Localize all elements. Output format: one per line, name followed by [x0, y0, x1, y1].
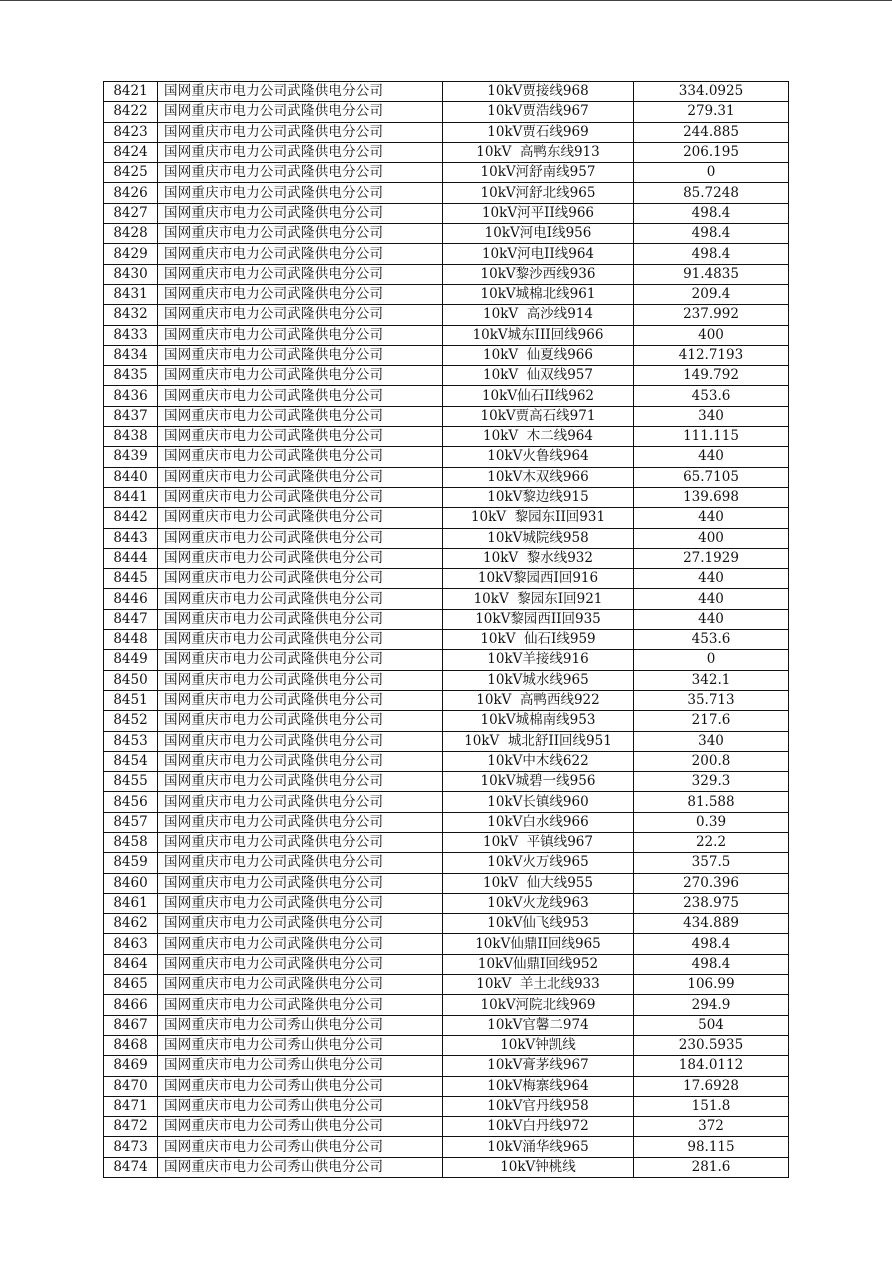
line-name-cell: 10kV 黎水线932: [443, 548, 634, 568]
line-name-cell: 10kV 仙夏线966: [443, 345, 634, 365]
row-number-cell: 8463: [104, 934, 158, 954]
value-cell: 453.6: [634, 630, 789, 650]
value-cell: 281.6: [634, 1157, 789, 1177]
line-name-cell: 10kV膏茅线967: [443, 1056, 634, 1076]
row-number-cell: 8440: [104, 467, 158, 487]
data-table: [103, 81, 789, 1178]
company-name-cell: 国网重庆市电力公司武隆供电分公司: [158, 203, 443, 223]
company-name-cell: 国网重庆市电力公司武隆供电分公司: [158, 873, 443, 893]
line-name-cell: 10kV羊接线916: [443, 650, 634, 670]
line-name-cell: 10kV河电I线956: [443, 224, 634, 244]
row-number-cell: 8430: [104, 264, 158, 284]
company-name-cell: 国网重庆市电力公司武隆供电分公司: [158, 914, 443, 934]
row-number-cell: 8448: [104, 630, 158, 650]
row-number-cell: 8433: [104, 325, 158, 345]
table-row: [104, 792, 789, 812]
line-name-cell: 10kV黎园西II回935: [443, 609, 634, 629]
company-name-cell: 国网重庆市电力公司秀山供电分公司: [158, 1157, 443, 1177]
value-cell: 279.31: [634, 102, 789, 122]
table-row: [104, 650, 789, 670]
line-name-cell: 10kV城院线958: [443, 528, 634, 548]
value-cell: 0: [634, 650, 789, 670]
line-name-cell: 10kV仙鼎II回线965: [443, 934, 634, 954]
line-name-cell: 10kV河舒北线965: [443, 183, 634, 203]
value-cell: 200.8: [634, 751, 789, 771]
value-cell: 340: [634, 406, 789, 426]
company-name-cell: 国网重庆市电力公司武隆供电分公司: [158, 183, 443, 203]
table-row: [104, 305, 789, 325]
company-name-cell: 国网重庆市电力公司武隆供电分公司: [158, 893, 443, 913]
row-number-cell: 8447: [104, 609, 158, 629]
value-cell: 139.698: [634, 487, 789, 507]
line-name-cell: 10kV火万线965: [443, 853, 634, 873]
company-name-cell: 国网重庆市电力公司武隆供电分公司: [158, 487, 443, 507]
company-name-cell: 国网重庆市电力公司武隆供电分公司: [158, 102, 443, 122]
table-row: [104, 873, 789, 893]
table-row: [104, 954, 789, 974]
line-name-cell: 10kV城棉南线953: [443, 711, 634, 731]
company-name-cell: 国网重庆市电力公司秀山供电分公司: [158, 1096, 443, 1116]
line-name-cell: 10kV火鲁线964: [443, 447, 634, 467]
row-number-cell: 8455: [104, 772, 158, 792]
value-cell: 498.4: [634, 244, 789, 264]
value-cell: 440: [634, 508, 789, 528]
line-name-cell: 10kV白丹线972: [443, 1117, 634, 1137]
row-number-cell: 8466: [104, 995, 158, 1015]
company-name-cell: 国网重庆市电力公司武隆供电分公司: [158, 528, 443, 548]
value-cell: 270.396: [634, 873, 789, 893]
line-name-cell: 10kV白水线966: [443, 812, 634, 832]
table-row: [104, 264, 789, 284]
row-number-cell: 8469: [104, 1056, 158, 1076]
company-name-cell: 国网重庆市电力公司武隆供电分公司: [158, 548, 443, 568]
line-name-cell: 10kV长镇线960: [443, 792, 634, 812]
company-name-cell: 国网重庆市电力公司武隆供电分公司: [158, 995, 443, 1015]
table-row: [104, 1035, 789, 1055]
value-cell: 453.6: [634, 386, 789, 406]
row-number-cell: 8453: [104, 731, 158, 751]
company-name-cell: 国网重庆市电力公司武隆供电分公司: [158, 508, 443, 528]
table-row: [104, 609, 789, 629]
line-name-cell: 10kV 高鸭西线922: [443, 690, 634, 710]
company-name-cell: 国网重庆市电力公司武隆供电分公司: [158, 386, 443, 406]
table-row: [104, 528, 789, 548]
value-cell: 340: [634, 731, 789, 751]
company-name-cell: 国网重庆市电力公司武隆供电分公司: [158, 792, 443, 812]
value-cell: 498.4: [634, 224, 789, 244]
line-name-cell: 10kV 仙双线957: [443, 366, 634, 386]
line-name-cell: 10kV仙飞线953: [443, 914, 634, 934]
row-number-cell: 8432: [104, 305, 158, 325]
line-name-cell: 10kV火龙线963: [443, 893, 634, 913]
value-cell: 334.0925: [634, 82, 789, 102]
row-number-cell: 8423: [104, 122, 158, 142]
row-number-cell: 8434: [104, 345, 158, 365]
table-row: [104, 670, 789, 690]
table-row: [104, 142, 789, 162]
line-name-cell: 10kV官馨二974: [443, 1015, 634, 1035]
company-name-cell: 国网重庆市电力公司武隆供电分公司: [158, 82, 443, 102]
value-cell: 91.4835: [634, 264, 789, 284]
row-number-cell: 8460: [104, 873, 158, 893]
table-row: [104, 122, 789, 142]
table-row: [104, 508, 789, 528]
table-row: [104, 914, 789, 934]
line-name-cell: 10kV 仙石I线959: [443, 630, 634, 650]
row-number-cell: 8425: [104, 163, 158, 183]
row-number-cell: 8457: [104, 812, 158, 832]
value-cell: 440: [634, 589, 789, 609]
table-row: [104, 386, 789, 406]
table-row: [104, 224, 789, 244]
line-name-cell: 10kV贾接线968: [443, 82, 634, 102]
value-cell: 230.5935: [634, 1035, 789, 1055]
line-name-cell: 10kV仙鼎I回线952: [443, 954, 634, 974]
company-name-cell: 国网重庆市电力公司武隆供电分公司: [158, 630, 443, 650]
table-row: [104, 853, 789, 873]
line-name-cell: 10kV河舒南线957: [443, 163, 634, 183]
table-row: [104, 1137, 789, 1157]
row-number-cell: 8446: [104, 589, 158, 609]
value-cell: 498.4: [634, 934, 789, 954]
company-name-cell: 国网重庆市电力公司武隆供电分公司: [158, 569, 443, 589]
value-cell: 329.3: [634, 772, 789, 792]
value-cell: 372: [634, 1117, 789, 1137]
line-name-cell: 10kV木双线966: [443, 467, 634, 487]
row-number-cell: 8421: [104, 82, 158, 102]
row-number-cell: 8441: [104, 487, 158, 507]
table-row: [104, 487, 789, 507]
row-number-cell: 8436: [104, 386, 158, 406]
table-row: [104, 1056, 789, 1076]
value-cell: 151.8: [634, 1096, 789, 1116]
line-name-cell: 10kV 平镇线967: [443, 832, 634, 852]
table-row: [104, 325, 789, 345]
row-number-cell: 8465: [104, 975, 158, 995]
table-row: [104, 82, 789, 102]
line-name-cell: 10kV 仙大线955: [443, 873, 634, 893]
value-cell: 184.0112: [634, 1056, 789, 1076]
company-name-cell: 国网重庆市电力公司武隆供电分公司: [158, 853, 443, 873]
value-cell: 237.992: [634, 305, 789, 325]
value-cell: 111.115: [634, 427, 789, 447]
row-number-cell: 8427: [104, 203, 158, 223]
value-cell: 0: [634, 163, 789, 183]
row-number-cell: 8444: [104, 548, 158, 568]
table-row: [104, 589, 789, 609]
value-cell: 238.975: [634, 893, 789, 913]
company-name-cell: 国网重庆市电力公司武隆供电分公司: [158, 325, 443, 345]
value-cell: 27.1929: [634, 548, 789, 568]
line-name-cell: 10kV钟桃线: [443, 1157, 634, 1177]
value-cell: 17.6928: [634, 1076, 789, 1096]
row-number-cell: 8435: [104, 366, 158, 386]
value-cell: 400: [634, 325, 789, 345]
company-name-cell: 国网重庆市电力公司武隆供电分公司: [158, 690, 443, 710]
line-name-cell: 10kV 黎园东I回921: [443, 589, 634, 609]
row-number-cell: 8459: [104, 853, 158, 873]
row-number-cell: 8464: [104, 954, 158, 974]
table-row: [104, 163, 789, 183]
company-name-cell: 国网重庆市电力公司武隆供电分公司: [158, 975, 443, 995]
row-number-cell: 8429: [104, 244, 158, 264]
row-number-cell: 8445: [104, 569, 158, 589]
table-row: [104, 1076, 789, 1096]
table-row: [104, 893, 789, 913]
table-row: [104, 975, 789, 995]
value-cell: 412.7193: [634, 345, 789, 365]
row-number-cell: 8462: [104, 914, 158, 934]
table-row: [104, 1015, 789, 1035]
line-name-cell: 10kV河院北线969: [443, 995, 634, 1015]
table-row: [104, 569, 789, 589]
line-name-cell: 10kV黎沙西线936: [443, 264, 634, 284]
line-name-cell: 10kV梅寨线964: [443, 1076, 634, 1096]
value-cell: 106.99: [634, 975, 789, 995]
table-row: [104, 447, 789, 467]
line-name-cell: 10kV贾高石线971: [443, 406, 634, 426]
line-name-cell: 10kV仙石II线962: [443, 386, 634, 406]
company-name-cell: 国网重庆市电力公司武隆供电分公司: [158, 305, 443, 325]
table-row: [104, 630, 789, 650]
company-name-cell: 国网重庆市电力公司武隆供电分公司: [158, 934, 443, 954]
value-cell: 357.5: [634, 853, 789, 873]
table-row: [104, 366, 789, 386]
value-cell: 0.39: [634, 812, 789, 832]
row-number-cell: 8438: [104, 427, 158, 447]
line-name-cell: 10kV城棉北线961: [443, 284, 634, 304]
value-cell: 504: [634, 1015, 789, 1035]
value-cell: 217.6: [634, 711, 789, 731]
table-row: [104, 183, 789, 203]
table-row: [104, 467, 789, 487]
row-number-cell: 8454: [104, 751, 158, 771]
company-name-cell: 国网重庆市电力公司秀山供电分公司: [158, 1137, 443, 1157]
value-cell: 209.4: [634, 284, 789, 304]
table-row: [104, 934, 789, 954]
table-row: [104, 812, 789, 832]
value-cell: 22.2: [634, 832, 789, 852]
table-row: [104, 203, 789, 223]
company-name-cell: 国网重庆市电力公司武隆供电分公司: [158, 406, 443, 426]
line-name-cell: 10kV钟凯线: [443, 1035, 634, 1055]
row-number-cell: 8422: [104, 102, 158, 122]
line-name-cell: 10kV 高沙线914: [443, 305, 634, 325]
value-cell: 35.713: [634, 690, 789, 710]
company-name-cell: 国网重庆市电力公司武隆供电分公司: [158, 447, 443, 467]
row-number-cell: 8442: [104, 508, 158, 528]
row-number-cell: 8452: [104, 711, 158, 731]
company-name-cell: 国网重庆市电力公司武隆供电分公司: [158, 812, 443, 832]
company-name-cell: 国网重庆市电力公司武隆供电分公司: [158, 609, 443, 629]
value-cell: 294.9: [634, 995, 789, 1015]
table-row: [104, 731, 789, 751]
value-cell: 440: [634, 569, 789, 589]
table-row: [104, 102, 789, 122]
row-number-cell: 8443: [104, 528, 158, 548]
table-row: [104, 690, 789, 710]
row-number-cell: 8472: [104, 1117, 158, 1137]
page-top-rule: [0, 0, 892, 1]
value-cell: 149.792: [634, 366, 789, 386]
row-number-cell: 8449: [104, 650, 158, 670]
line-name-cell: 10kV中木线622: [443, 751, 634, 771]
value-cell: 434.889: [634, 914, 789, 934]
value-cell: 206.195: [634, 142, 789, 162]
row-number-cell: 8437: [104, 406, 158, 426]
company-name-cell: 国网重庆市电力公司武隆供电分公司: [158, 264, 443, 284]
value-cell: 98.115: [634, 1137, 789, 1157]
row-number-cell: 8431: [104, 284, 158, 304]
company-name-cell: 国网重庆市电力公司武隆供电分公司: [158, 224, 443, 244]
company-name-cell: 国网重庆市电力公司武隆供电分公司: [158, 345, 443, 365]
row-number-cell: 8467: [104, 1015, 158, 1035]
company-name-cell: 国网重庆市电力公司武隆供电分公司: [158, 751, 443, 771]
table-row: [104, 406, 789, 426]
row-number-cell: 8458: [104, 832, 158, 852]
company-name-cell: 国网重庆市电力公司秀山供电分公司: [158, 1076, 443, 1096]
line-name-cell: 10kV 城北舒II回线951: [443, 731, 634, 751]
table-row: [104, 345, 789, 365]
company-name-cell: 国网重庆市电力公司武隆供电分公司: [158, 142, 443, 162]
line-name-cell: 10kV河电II线964: [443, 244, 634, 264]
line-name-cell: 10kV 高鸭东线913: [443, 142, 634, 162]
table-row: [104, 1117, 789, 1137]
company-name-cell: 国网重庆市电力公司武隆供电分公司: [158, 772, 443, 792]
company-name-cell: 国网重庆市电力公司武隆供电分公司: [158, 954, 443, 974]
company-name-cell: 国网重庆市电力公司武隆供电分公司: [158, 670, 443, 690]
line-name-cell: 10kV河平II线966: [443, 203, 634, 223]
company-name-cell: 国网重庆市电力公司武隆供电分公司: [158, 284, 443, 304]
line-name-cell: 10kV贾石线969: [443, 122, 634, 142]
company-name-cell: 国网重庆市电力公司秀山供电分公司: [158, 1056, 443, 1076]
company-name-cell: 国网重庆市电力公司武隆供电分公司: [158, 163, 443, 183]
row-number-cell: 8451: [104, 690, 158, 710]
value-cell: 81.588: [634, 792, 789, 812]
table-body: [104, 82, 789, 1178]
company-name-cell: 国网重庆市电力公司秀山供电分公司: [158, 1015, 443, 1035]
line-name-cell: 10kV涌华线965: [443, 1137, 634, 1157]
row-number-cell: 8474: [104, 1157, 158, 1177]
table-row: [104, 711, 789, 731]
line-name-cell: 10kV城碧一线956: [443, 772, 634, 792]
row-number-cell: 8424: [104, 142, 158, 162]
company-name-cell: 国网重庆市电力公司武隆供电分公司: [158, 650, 443, 670]
row-number-cell: 8428: [104, 224, 158, 244]
row-number-cell: 8426: [104, 183, 158, 203]
company-name-cell: 国网重庆市电力公司武隆供电分公司: [158, 589, 443, 609]
company-name-cell: 国网重庆市电力公司秀山供电分公司: [158, 1117, 443, 1137]
row-number-cell: 8461: [104, 893, 158, 913]
value-cell: 244.885: [634, 122, 789, 142]
row-number-cell: 8439: [104, 447, 158, 467]
table-row: [104, 995, 789, 1015]
row-number-cell: 8473: [104, 1137, 158, 1157]
table-row: [104, 284, 789, 304]
line-name-cell: 10kV 黎园东II回931: [443, 508, 634, 528]
table-row: [104, 772, 789, 792]
line-name-cell: 10kV城东III回线966: [443, 325, 634, 345]
company-name-cell: 国网重庆市电力公司武隆供电分公司: [158, 711, 443, 731]
line-name-cell: 10kV黎边线915: [443, 487, 634, 507]
line-name-cell: 10kV官丹线958: [443, 1096, 634, 1116]
line-name-cell: 10kV 羊土北线933: [443, 975, 634, 995]
company-name-cell: 国网重庆市电力公司武隆供电分公司: [158, 427, 443, 447]
company-name-cell: 国网重庆市电力公司武隆供电分公司: [158, 244, 443, 264]
row-number-cell: 8470: [104, 1076, 158, 1096]
company-name-cell: 国网重庆市电力公司秀山供电分公司: [158, 1035, 443, 1055]
value-cell: 498.4: [634, 203, 789, 223]
line-name-cell: 10kV黎园西I回916: [443, 569, 634, 589]
row-number-cell: 8456: [104, 792, 158, 812]
table-row: [104, 244, 789, 264]
table-row: [104, 548, 789, 568]
company-name-cell: 国网重庆市电力公司武隆供电分公司: [158, 467, 443, 487]
value-cell: 498.4: [634, 954, 789, 974]
company-name-cell: 国网重庆市电力公司武隆供电分公司: [158, 832, 443, 852]
table-row: [104, 427, 789, 447]
table-row: [104, 1157, 789, 1177]
company-name-cell: 国网重庆市电力公司武隆供电分公司: [158, 366, 443, 386]
value-cell: 400: [634, 528, 789, 548]
value-cell: 440: [634, 447, 789, 467]
line-name-cell: 10kV贾浩线967: [443, 102, 634, 122]
table-row: [104, 751, 789, 771]
row-number-cell: 8471: [104, 1096, 158, 1116]
line-name-cell: 10kV城水线965: [443, 670, 634, 690]
company-name-cell: 国网重庆市电力公司武隆供电分公司: [158, 122, 443, 142]
value-cell: 440: [634, 609, 789, 629]
value-cell: 85.7248: [634, 183, 789, 203]
company-name-cell: 国网重庆市电力公司武隆供电分公司: [158, 731, 443, 751]
line-name-cell: 10kV 木二线964: [443, 427, 634, 447]
value-cell: 342.1: [634, 670, 789, 690]
table-row: [104, 1096, 789, 1116]
table-row: [104, 832, 789, 852]
row-number-cell: 8468: [104, 1035, 158, 1055]
row-number-cell: 8450: [104, 670, 158, 690]
value-cell: 65.7105: [634, 467, 789, 487]
